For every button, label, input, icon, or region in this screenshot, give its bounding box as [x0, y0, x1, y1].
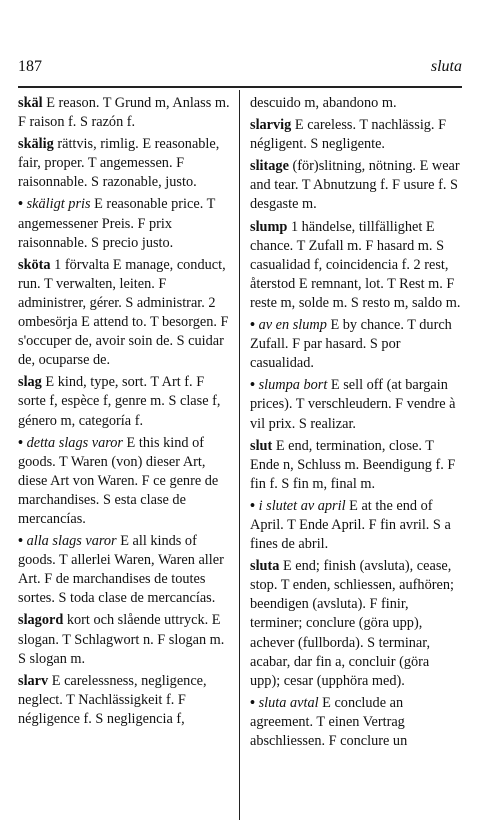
entry-text: E reasonable price. T angemessener Preis. F prix raisonnable. S precio justo. [18, 196, 216, 251]
headword: slag [18, 374, 42, 391]
headword: slarvig [250, 117, 292, 134]
dictionary-entry [18, 135, 234, 192]
phrase: skäligt pris [26, 196, 91, 213]
phrase-entry [250, 694, 462, 751]
entry-text: E end; finish (avsluta), cease, stop. T enden, schliessen, aufhören; beendigen (avsluta). F finir, terminer; conclure (göra upp), achever (fullborda). S terminar, acabar, dar fin a, concluir (göra upp); cesar (upphöra med). [250, 558, 454, 689]
entry-text: descuido m, abandono m. [250, 95, 397, 111]
dictionary-entry [18, 256, 234, 371]
entry-text: E this kind of goods. T Waren (von) dieser Art, diese Art von Waren. F ce genre de marchandises. S esta clase de mercancías. [18, 434, 219, 527]
headword: skälig [18, 136, 54, 153]
phrase: sluta avtal [258, 694, 319, 711]
bullet: • [18, 533, 24, 550]
headword: slut [250, 437, 273, 454]
right-column [250, 94, 462, 754]
entry-text: E all kinds of goods. T allerlei Waren, Waren aller Art. F de marchandises de toutes sortes. S toda clase de mercancías. [18, 533, 224, 607]
headword: slitage [250, 158, 289, 175]
dictionary-entry [250, 116, 462, 154]
phrase: av en slump [258, 317, 327, 334]
continued-entry [250, 94, 462, 113]
bullet: • [18, 196, 24, 213]
phrase-entry [250, 376, 462, 433]
entry-text: E reason. T Grund m, Anlass m. F raison f. S razón f. [18, 95, 230, 131]
headword: slump [250, 218, 288, 235]
phrase: slumpa bort [258, 377, 328, 394]
bullet: • [18, 434, 24, 451]
phrase-entry [18, 434, 234, 529]
left-column [18, 94, 234, 732]
phrase-entry [18, 532, 234, 608]
dictionary-entry [18, 672, 234, 729]
dictionary-entry [250, 218, 462, 313]
entry-text: E at the end of April. T Ende April. F fin avril. S a fines de abril. [250, 497, 451, 553]
page-number: 187 [18, 58, 42, 75]
dictionary-entry [250, 557, 462, 691]
entry-text: 1 händelse, tillfällighet E chance. T Zufall m. F hasard m. S casualidad f, coincidencia f. 2 rest, återstod E remnant, lot. T Rest m. F reste m, solde m. S resto m, saldo m. [250, 218, 461, 311]
entry-text: E by chance. T durch Zufall. F par hasard. S por casualidad. [250, 317, 452, 372]
entry-text: (för)slitning, nötning. E wear and tear. T Abnutzung f. F usure f. S desgaste m. [250, 158, 460, 213]
header-rule [18, 86, 462, 88]
headword: sköta [18, 256, 51, 273]
dictionary-entry [18, 611, 234, 668]
bullet: • [250, 497, 256, 514]
entry-text: E end, termination, close. T Ende n, Schluss m. Beendigung f. F fin f. S fin m, final m. [250, 437, 456, 492]
bullet: • [250, 317, 256, 334]
bullet: • [250, 377, 256, 394]
headword: skäl [18, 95, 43, 111]
entry-text: E carelessness, negligence, neglect. T Nachlässigkeit f. F négligence f. S negligencia f, [18, 672, 207, 727]
dictionary-entry [18, 94, 234, 132]
phrase-entry [250, 497, 462, 554]
dictionary-entry [18, 373, 234, 430]
headword: slarv [18, 672, 49, 689]
running-head: sluta [430, 58, 462, 75]
entry-text: E kind, type, sort. T Art f. F sorte f, espèce f, genre m. S clase f, género m, categoría f. [18, 374, 221, 429]
headword: slagord [18, 612, 64, 629]
entry-text: rättvis, rimlig. E reasonable, fair, proper. T angemessen. F raisonnable. S razonable, justo. [18, 136, 220, 191]
headword: sluta [250, 558, 280, 575]
phrase: i slutet av april [258, 497, 346, 514]
bullet: • [250, 694, 256, 711]
phrase: alla slags varor [26, 533, 117, 550]
page-header [18, 58, 462, 80]
entry-text: E careless. T nachlässig. F négligent. S negligente. [250, 117, 447, 153]
phrase-entry [18, 195, 234, 252]
entry-text: E sell off (at bargain prices). T verschleudern. F vendre à vil prix. S realizar. [250, 377, 456, 432]
entry-text: 1 förvalta E manage, conduct, run. T verwalten, leiten. F administrer, gérer. S administrar. 2 ombesörja E attend to. T besorgen. F s'occuper de, avoir soin de. S cuidar de, ocuparse de. [18, 256, 229, 369]
entry-text: kort och slående uttryck. E slogan. T Schlagwort n. F slogan m. S slogan m. [18, 612, 225, 667]
phrase-entry [250, 316, 462, 373]
column-divider [239, 90, 240, 820]
dictionary-entry [250, 157, 462, 214]
entry-text: E conclude an agreement. T einen Vertrag abschliessen. F conclure un [250, 694, 408, 749]
dictionary-entry [250, 437, 462, 494]
phrase: detta slags varor [26, 434, 123, 451]
